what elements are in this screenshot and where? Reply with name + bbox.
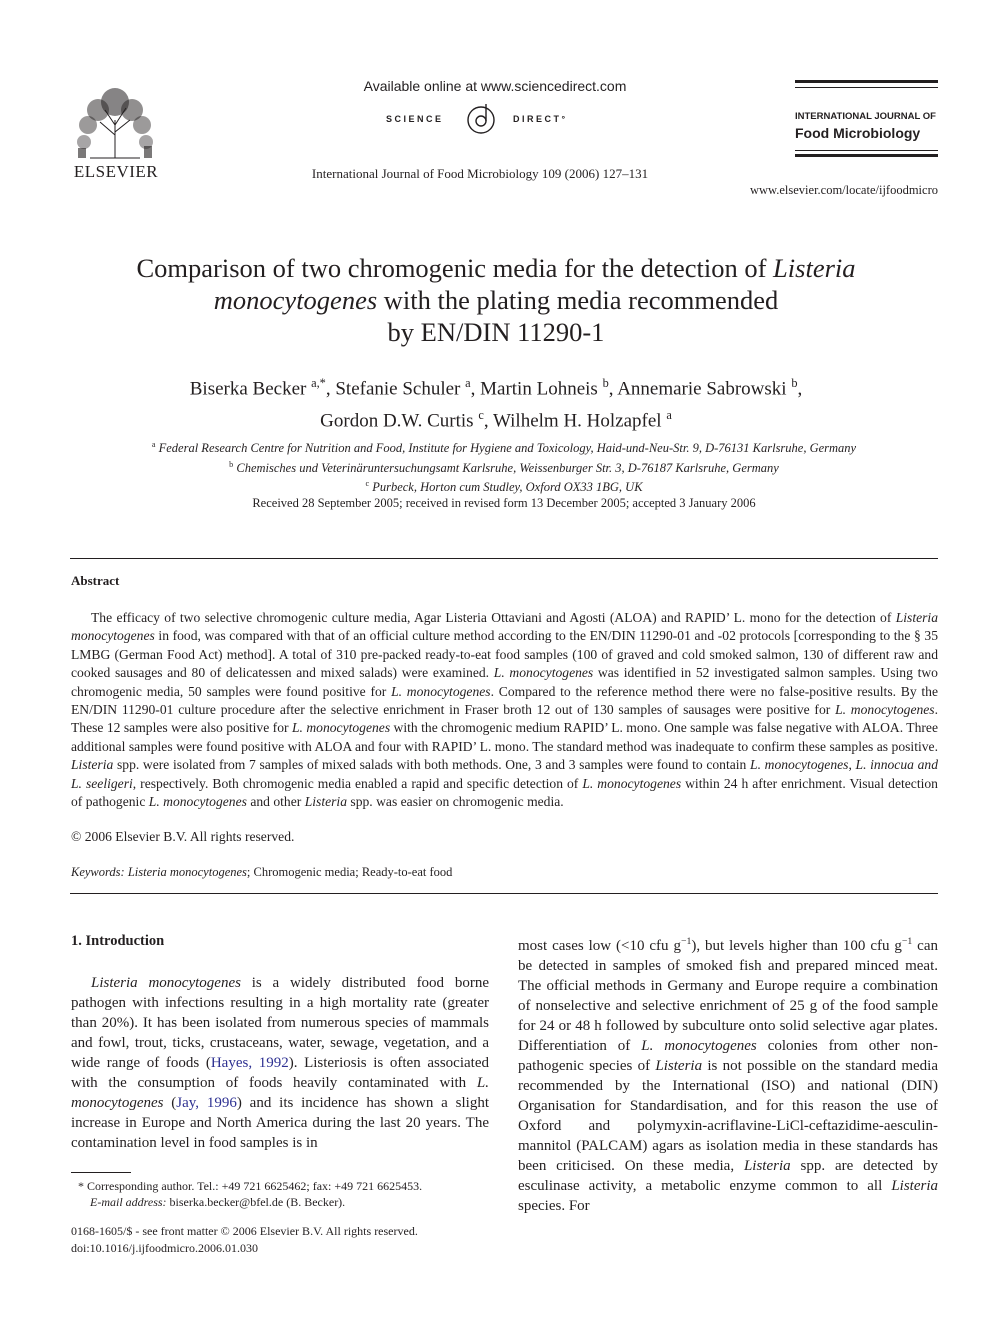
author-affil-mark[interactable]: c <box>478 408 484 423</box>
citation-link[interactable]: Jay, 1996 <box>176 1095 237 1111</box>
journal-box-rule <box>795 80 938 83</box>
sciencedirect-at-logo-icon <box>465 100 497 136</box>
affiliation: $^b$ Chemisches und Veterinäruntersuchungsamt Karlsruhe, Weissenburger Str. 3, D-76187 Karlsruhe, Germany <box>229 459 779 475</box>
author-affil-mark[interactable]: a <box>666 408 672 423</box>
doi-link[interactable]: doi:10.1016/j.ijfoodmicro.2006.01.030 <box>71 1241 258 1255</box>
author-name[interactable]: Biserka Becker <box>189 378 307 400</box>
sciencedirect-right-word: DIRECT° <box>513 114 568 124</box>
body-column-left: Listeria monocytogenes is a widely distributed food borne pathogen with infections resulting in a high mortality rate (greater than 20%). It has been isolated from numerous species of mammals and fowl, trout, ticks, crustaceans, water, sewage, vegetation, and a wide range of foods (Hayes, 1992). Listeriosis is often associated with the consumption of foods heavily contaminated with L. monocytogenes (Jay, 1996) and its incidence has shown a slight increase in Europe and North America during the last 20 years. The contamination level in food samples is in <box>71 975 490 1151</box>
author-affil-mark[interactable]: a,* <box>311 376 326 390</box>
divider <box>70 558 938 559</box>
journal-box-rule <box>795 87 938 88</box>
author-name[interactable]: Gordon D.W. Curtis <box>320 410 474 432</box>
copyright-notice: © 2006 Elsevier B.V. All rights reserved. <box>71 829 295 844</box>
article-title: Comparison of two chromogenic media for the detection of Listeria monocytogenes with the plating media recommended by EN/DIN 11290-1 <box>136 253 856 347</box>
author-name[interactable]: Wilhelm H. Holzapfel <box>492 410 662 432</box>
body-column-right: most cases low (<10 cfu $g^{-1}$), but levels higher than 100 cfu $g^{-1}$ can be detected in samples of smoked fish and prepared minced meat. The official methods in Germany and Europe require a combination of nonselective and selective enrichment of 25 g of the food sample for 24 or 48 h followed by subculture onto solid selective agar plates. Differentiation of L. monocytogenes colonies from other non-pathogenic species of Listeria is not possible on the standard media recommended by the International (ISO) and national (DIN) Organisation for Standardisation, and for this reason the use of Oxford and polymyxin-acriflavine-LiCl-ceftazidime-aesculin-mannitol (PALCAM) agars as isolation media in these standards has been criticised. On these media, Listeria spp. are detected by esculinase activity, a metabolic enzyme common to all Listeria species. For <box>518 936 939 1214</box>
footnote-rule <box>71 1172 131 1173</box>
elsevier-tree-logo-icon <box>70 80 160 160</box>
citation-link[interactable]: Hayes, 1992 <box>210 1055 289 1071</box>
keyword: Listeria monocytogenes <box>127 865 247 879</box>
section-heading-introduction: 1. Introduction <box>71 933 165 949</box>
journal-name-line1: INTERNATIONAL JOURNAL OF <box>795 111 936 122</box>
journal-name-line2: Food Microbiology <box>795 125 921 141</box>
affiliation: $^a$ Federal Research Centre for Nutrition and Food, Institute for Hygiene and Toxicology, Haid-und-Neu-Str. 9, D-76131 Karlsruhe, Germany <box>151 440 857 456</box>
affiliations <box>70 437 938 496</box>
abstract-heading: Abstract <box>71 573 120 588</box>
issn-line: 0168-1605/$ - see front matter © 2006 Elsevier B.V. All rights reserved. <box>71 1224 418 1238</box>
email-footnote: E-mail address: biserka.becker@bfel.de (B. Becker). <box>90 1195 346 1209</box>
email-link[interactable]: biserka.becker@bfel.de (B. Becker). <box>166 1195 346 1209</box>
abstract-text: The efficacy of two selective chromogenic culture media, Agar Listeria Ottaviani and Agosti (ALOA) and RAPID’ L. mono for the detection of Listeria monocytogenes in food, was compared with that of an official culture method according to the EN/DIN 11290-01 and -02 protocols [corresponding to the § 35 LMBG (German Food Act) method]. A total of 310 pre-packed ready-to-eat food samples (100 of graved and cold smoked salmon, 130 of different raw and cooked sausages and 80 of delicatessen and mixed salads) were examined. L. monocytogenes was identified in 52 investigated salmon samples. Using two chromogenic media, 50 samples were found positive for L. monocytogenes. Compared to the reference method there were no false-positive results. By the EN/DIN 11290-01 culture procedure after the selective enrichment in Fraser broth 12 out of 130 samples of sausages were positive for L. monocytogenes. These 12 samples were also positive for L. monocytogenes with the chromogenic medium RAPID’ L. mono. One sample was false negative with ALOA. Three additional samples were found positive with ALOA and four with RAPID’ L. mono. The standard method was inadequate to confirm these samples as positive. Listeria spp. were isolated from 7 samples of mixed salads with both methods. One, 3 and 3 samples were found to contain L. monocytogenes, L. innocua and L. seeligeri, respectively. Both chromogenic media enabled a rapid and specific detection of L. monocytogenes within 24 h after enrichment. Visual detection of pathogenic L. monocytogenes and other Listeria spp. was easier on chromogenic media. <box>71 610 938 810</box>
journal-box-rule <box>795 150 938 151</box>
journal-box-rule <box>795 154 938 157</box>
author-name[interactable]: Stefanie Schuler <box>335 378 461 400</box>
available-online-text[interactable]: Available online at www.sciencedirect.com <box>363 78 627 94</box>
journal-url-link[interactable]: www.elsevier.com/locate/ijfoodmicro <box>749 183 938 197</box>
elsevier-wordmark: ELSEVIER <box>73 162 159 181</box>
author-list: Biserka Becker $^{a,*}$, Stefanie Schuler $^a$, Martin Lohneis $^b$, Annemarie Sabrowski $^b$, Gordon D.W. Curtis $^c$, Wilhelm H. Holzapfel $^a$ <box>189 376 803 432</box>
author-name[interactable]: Annemarie Sabrowski <box>617 378 787 400</box>
author-name[interactable]: Martin Lohneis <box>480 378 598 400</box>
received-dates: Received 28 September 2005; received in revised form 13 December 2005; accepted 3 January 2006 <box>252 496 756 510</box>
corresponding-author-footnote: * Corresponding author. Tel.: +49 721 6625462; fax: +49 721 6625453. <box>78 1179 423 1193</box>
author-affil-mark[interactable]: b <box>602 376 609 390</box>
divider <box>70 893 938 894</box>
author-affil-mark[interactable]: a <box>465 376 471 390</box>
sciencedirect-left-word: SCIENCE <box>386 114 444 124</box>
author-affil-mark[interactable]: b <box>791 376 798 390</box>
affiliation: $^c$ Purbeck, Horton cum Studley, Oxford OX33 1BG, UK <box>365 479 643 495</box>
keywords: Keywords: Listeria monocytogenes; Chromogenic media; Ready-to-eat food <box>71 865 453 879</box>
journal-reference: International Journal of Food Microbiology 109 (2006) 127–131 <box>311 166 649 181</box>
